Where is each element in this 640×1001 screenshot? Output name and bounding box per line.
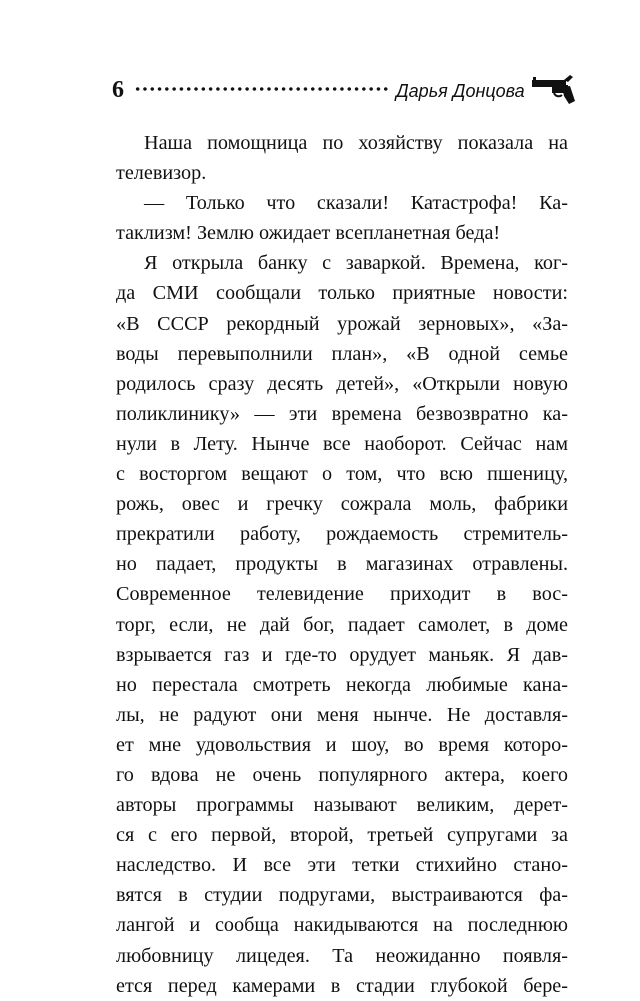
dotted-leader: [134, 84, 390, 96]
text-line: торг, если, не дай бог, падает самолет, в доме: [116, 613, 568, 636]
text-line: ся с его первой, второй, третьей супругами за: [116, 824, 568, 847]
text-line: прекратили работу, рождаемость стремитель-: [116, 523, 568, 546]
text-line: лы, не радуют они меня нынче. Не доставля-: [116, 703, 568, 726]
text-line: наследство. И все эти тетки стихийно стано-: [116, 854, 568, 877]
text-line: да СМИ сообщали только приятные новости:: [116, 282, 568, 305]
text-line: — Только что сказали! Катастрофа! Ка-: [144, 192, 568, 215]
text-line: любовницу лицедея. Та неожиданно появля-: [116, 944, 568, 967]
text-line: поликлинику» — эти времена безвозвратно ка-: [116, 402, 568, 425]
text-line: ется перед камерами в стадии глубокой бере-: [116, 974, 568, 997]
body-text: [116, 128, 568, 1001]
text-line: вятся в студии подругами, выстраиваются фа-: [116, 884, 568, 907]
text-line: рожь, овес и гречку сожрала моль, фабрики: [116, 493, 568, 516]
text-line: взрывается газ и где-то орудует маньяк. Я дав-: [116, 643, 568, 666]
text-line: родилось сразу десять детей», «Открыли новую: [116, 372, 568, 395]
running-header-author: Дарья Донцова: [396, 81, 525, 101]
text-line: «В СССР рекордный урожай зерновых», «За-: [116, 312, 568, 335]
text-line: телевизор.: [116, 162, 207, 185]
text-line: Наша помощница по хозяйству показала на: [144, 132, 568, 154]
text-line: но перестала смотреть некогда любимые кана-: [116, 673, 568, 696]
text-line: го вдова не очень популярного актера, коего: [116, 763, 568, 786]
revolver-icon: [530, 74, 576, 106]
text-line: но падает, продукты в магазинах отравлены.: [116, 553, 568, 576]
text-line: Я открыла банку с заваркой. Времена, ког-: [144, 252, 568, 275]
text-line: таклизм! Землю ожидает всепланетная беда!: [116, 222, 501, 245]
text-line: воды перевыполнили план», «В одной семье: [116, 342, 568, 365]
page-number: 6: [112, 77, 124, 103]
text-line: с восторгом вещают о том, что всю пшеницу,: [116, 463, 568, 486]
text-line: авторы программы называют великим, дерет-: [116, 794, 568, 817]
text-line: Современное телевидение приходит в вос-: [116, 583, 568, 606]
text-line: нули в Лету. Нынче все наоборот. Сейчас нам: [116, 432, 568, 455]
text-line: ет мне удовольствия и шоу, во время которо-: [116, 733, 568, 756]
text-line: лангой и сообща накидываются на последнюю: [116, 914, 568, 937]
